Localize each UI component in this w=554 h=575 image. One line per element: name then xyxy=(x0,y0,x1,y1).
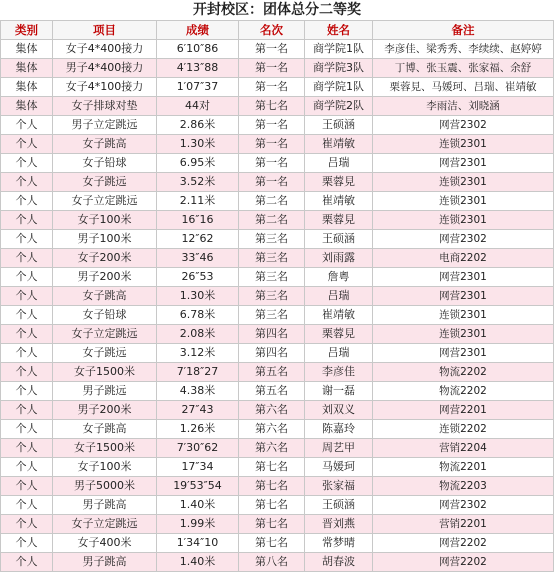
rank-cell: 第五名 xyxy=(239,382,305,401)
name-cell: 王硕涵 xyxy=(305,230,373,249)
remarks-cell: 网营2302 xyxy=(373,116,554,135)
header-name: 姓名 xyxy=(305,21,373,40)
event-cell: 女子跳高 xyxy=(53,420,157,439)
rank-cell: 第七名 xyxy=(239,534,305,553)
rank-cell: 第八名 xyxy=(239,553,305,572)
rank-cell: 第四名 xyxy=(239,344,305,363)
table-row xyxy=(1,287,554,306)
header-remarks: 备注 xyxy=(373,21,554,40)
name-cell: 商学院1队 xyxy=(305,78,373,97)
event-cell: 男子跳远 xyxy=(53,382,157,401)
remarks-cell: 网营2301 xyxy=(373,344,554,363)
category-cell: 个人 xyxy=(1,325,53,344)
name-cell: 吕瑞 xyxy=(305,154,373,173)
awards-table xyxy=(0,20,554,572)
result-cell: 7′30″62 xyxy=(157,439,239,458)
name-cell: 商学院2队 xyxy=(305,97,373,116)
name-cell: 陈嘉玲 xyxy=(305,420,373,439)
remarks-cell: 物流2202 xyxy=(373,382,554,401)
category-cell: 个人 xyxy=(1,458,53,477)
event-cell: 男子100米 xyxy=(53,230,157,249)
table-row xyxy=(1,306,554,325)
header-row xyxy=(1,21,554,40)
remarks-cell: 网营2202 xyxy=(373,534,554,553)
remarks-cell: 李彦佳、梁秀秀、李续续、赵婷婷 xyxy=(373,40,554,59)
header-event: 项目 xyxy=(53,21,157,40)
category-cell: 个人 xyxy=(1,287,53,306)
result-cell: 2.86米 xyxy=(157,116,239,135)
remarks-cell: 电商2202 xyxy=(373,249,554,268)
result-cell: 1.40米 xyxy=(157,496,239,515)
event-cell: 女子排球对垫 xyxy=(53,97,157,116)
category-cell: 个人 xyxy=(1,135,53,154)
event-cell: 女子200米 xyxy=(53,249,157,268)
result-cell: 6.78米 xyxy=(157,306,239,325)
rank-cell: 第一名 xyxy=(239,116,305,135)
name-cell: 商学院1队 xyxy=(305,40,373,59)
rank-cell: 第四名 xyxy=(239,325,305,344)
remarks-cell: 网营2301 xyxy=(373,287,554,306)
category-cell: 个人 xyxy=(1,534,53,553)
table-row xyxy=(1,59,554,78)
event-cell: 女子跳远 xyxy=(53,344,157,363)
table-row xyxy=(1,135,554,154)
category-cell: 个人 xyxy=(1,496,53,515)
remarks-cell: 连锁2301 xyxy=(373,211,554,230)
result-cell: 17″34 xyxy=(157,458,239,477)
remarks-cell: 网营2202 xyxy=(373,553,554,572)
category-cell: 个人 xyxy=(1,230,53,249)
result-cell: 2.08米 xyxy=(157,325,239,344)
remarks-cell: 连锁2301 xyxy=(373,192,554,211)
category-cell: 个人 xyxy=(1,192,53,211)
table-row xyxy=(1,325,554,344)
header-rank: 名次 xyxy=(239,21,305,40)
category-cell: 个人 xyxy=(1,420,53,439)
rank-cell: 第一名 xyxy=(239,154,305,173)
result-cell: 2.11米 xyxy=(157,192,239,211)
category-cell: 个人 xyxy=(1,268,53,287)
event-cell: 女子400米 xyxy=(53,534,157,553)
result-cell: 1.30米 xyxy=(157,287,239,306)
event-cell: 男子200米 xyxy=(53,401,157,420)
category-cell: 个人 xyxy=(1,211,53,230)
result-cell: 3.52米 xyxy=(157,173,239,192)
event-cell: 女子跳高 xyxy=(53,287,157,306)
rank-cell: 第七名 xyxy=(239,97,305,116)
result-cell: 1′34″10 xyxy=(157,534,239,553)
name-cell: 吕瑞 xyxy=(305,344,373,363)
result-cell: 33″46 xyxy=(157,249,239,268)
result-cell: 1.99米 xyxy=(157,515,239,534)
table-row xyxy=(1,363,554,382)
rank-cell: 第二名 xyxy=(239,211,305,230)
result-cell: 4.38米 xyxy=(157,382,239,401)
category-cell: 集体 xyxy=(1,59,53,78)
remarks-cell: 连锁2301 xyxy=(373,306,554,325)
table-row xyxy=(1,496,554,515)
table-row xyxy=(1,553,554,572)
result-cell: 6.95米 xyxy=(157,154,239,173)
header-result: 成绩 xyxy=(157,21,239,40)
name-cell: 谢一磊 xyxy=(305,382,373,401)
table-row xyxy=(1,534,554,553)
name-cell: 崔靖敏 xyxy=(305,306,373,325)
table-row xyxy=(1,192,554,211)
table-row xyxy=(1,78,554,97)
category-cell: 集体 xyxy=(1,97,53,116)
event-cell: 女子铅球 xyxy=(53,306,157,325)
remarks-cell: 网营2302 xyxy=(373,496,554,515)
rank-cell: 第七名 xyxy=(239,477,305,496)
name-cell: 常梦晴 xyxy=(305,534,373,553)
rank-cell: 第三名 xyxy=(239,230,305,249)
event-cell: 女子铅球 xyxy=(53,154,157,173)
event-cell: 女子立定跳远 xyxy=(53,515,157,534)
category-cell: 个人 xyxy=(1,553,53,572)
name-cell: 栗蓉見 xyxy=(305,325,373,344)
category-cell: 集体 xyxy=(1,78,53,97)
remarks-cell: 连锁2301 xyxy=(373,173,554,192)
event-cell: 女子100米 xyxy=(53,211,157,230)
remarks-cell: 连锁2202 xyxy=(373,420,554,439)
table-row xyxy=(1,420,554,439)
name-cell: 栗蓉見 xyxy=(305,173,373,192)
rank-cell: 第一名 xyxy=(239,59,305,78)
table-row xyxy=(1,515,554,534)
category-cell: 个人 xyxy=(1,401,53,420)
result-cell: 1.26米 xyxy=(157,420,239,439)
category-cell: 个人 xyxy=(1,306,53,325)
remarks-cell: 栗蓉見、马媛珂、吕瑞、崔靖敏 xyxy=(373,78,554,97)
event-cell: 男子跳高 xyxy=(53,496,157,515)
event-cell: 男子5000米 xyxy=(53,477,157,496)
name-cell: 崔靖敏 xyxy=(305,192,373,211)
rank-cell: 第三名 xyxy=(239,287,305,306)
event-cell: 女子100米 xyxy=(53,458,157,477)
rank-cell: 第三名 xyxy=(239,268,305,287)
rank-cell: 第一名 xyxy=(239,173,305,192)
event-cell: 女子跳高 xyxy=(53,135,157,154)
name-cell: 王硕涵 xyxy=(305,116,373,135)
name-cell: 胡春波 xyxy=(305,553,373,572)
result-cell: 19′53″54 xyxy=(157,477,239,496)
rank-cell: 第六名 xyxy=(239,439,305,458)
result-cell: 1.40米 xyxy=(157,553,239,572)
rank-cell: 第六名 xyxy=(239,420,305,439)
table-row xyxy=(1,344,554,363)
remarks-cell: 连锁2301 xyxy=(373,135,554,154)
remarks-cell: 丁博、张玉震、张家福、余舒 xyxy=(373,59,554,78)
category-cell: 个人 xyxy=(1,477,53,496)
table-row xyxy=(1,154,554,173)
table-row xyxy=(1,458,554,477)
name-cell: 周艺甲 xyxy=(305,439,373,458)
result-cell: 7′18″27 xyxy=(157,363,239,382)
table-row xyxy=(1,116,554,135)
rank-cell: 第三名 xyxy=(239,249,305,268)
table-row xyxy=(1,401,554,420)
name-cell: 詹粤 xyxy=(305,268,373,287)
result-cell: 1.30米 xyxy=(157,135,239,154)
remarks-cell: 连锁2301 xyxy=(373,325,554,344)
event-cell: 女子1500米 xyxy=(53,439,157,458)
category-cell: 个人 xyxy=(1,382,53,401)
result-cell: 4′13″88 xyxy=(157,59,239,78)
name-cell: 栗蓉見 xyxy=(305,211,373,230)
category-cell: 集体 xyxy=(1,40,53,59)
name-cell: 马媛珂 xyxy=(305,458,373,477)
name-cell: 晋刘燕 xyxy=(305,515,373,534)
page-title: 开封校区：团体总分二等奖 xyxy=(193,2,361,18)
event-cell: 男子4*400接力 xyxy=(53,59,157,78)
category-cell: 个人 xyxy=(1,249,53,268)
result-cell: 44对 xyxy=(157,97,239,116)
rank-cell: 第七名 xyxy=(239,458,305,477)
name-cell: 王硕涵 xyxy=(305,496,373,515)
remarks-cell: 网营2201 xyxy=(373,401,554,420)
remarks-cell: 李雨洁、刘晓涵 xyxy=(373,97,554,116)
rank-cell: 第一名 xyxy=(239,135,305,154)
event-cell: 男子立定跳远 xyxy=(53,116,157,135)
table-row xyxy=(1,268,554,287)
category-cell: 个人 xyxy=(1,344,53,363)
table-row xyxy=(1,40,554,59)
table-row xyxy=(1,97,554,116)
event-cell: 女子立定跳远 xyxy=(53,192,157,211)
rank-cell: 第五名 xyxy=(239,363,305,382)
name-cell: 张家福 xyxy=(305,477,373,496)
remarks-cell: 营销2201 xyxy=(373,515,554,534)
header-category: 类别 xyxy=(1,21,53,40)
remarks-cell: 物流2202 xyxy=(373,363,554,382)
remarks-cell: 物流2201 xyxy=(373,458,554,477)
remarks-cell: 网营2301 xyxy=(373,154,554,173)
result-cell: 3.12米 xyxy=(157,344,239,363)
category-cell: 个人 xyxy=(1,515,53,534)
event-cell: 女子1500米 xyxy=(53,363,157,382)
table-row xyxy=(1,477,554,496)
table-row xyxy=(1,230,554,249)
event-cell: 男子200米 xyxy=(53,268,157,287)
category-cell: 个人 xyxy=(1,173,53,192)
event-cell: 女子立定跳远 xyxy=(53,325,157,344)
result-cell: 1′07″37 xyxy=(157,78,239,97)
name-cell: 李彦佳 xyxy=(305,363,373,382)
name-cell: 商学院3队 xyxy=(305,59,373,78)
category-cell: 个人 xyxy=(1,363,53,382)
event-cell: 女子跳远 xyxy=(53,173,157,192)
rank-cell: 第一名 xyxy=(239,78,305,97)
result-cell: 12″62 xyxy=(157,230,239,249)
table-row xyxy=(1,173,554,192)
rank-cell: 第一名 xyxy=(239,40,305,59)
result-cell: 26″53 xyxy=(157,268,239,287)
event-cell: 男子跳高 xyxy=(53,553,157,572)
name-cell: 刘雨露 xyxy=(305,249,373,268)
rank-cell: 第二名 xyxy=(239,192,305,211)
remarks-cell: 网营2301 xyxy=(373,268,554,287)
name-cell: 刘双义 xyxy=(305,401,373,420)
result-cell: 27″43 xyxy=(157,401,239,420)
event-cell: 女子4*100接力 xyxy=(53,78,157,97)
category-cell: 个人 xyxy=(1,116,53,135)
remarks-cell: 网营2302 xyxy=(373,230,554,249)
result-cell: 6′10″86 xyxy=(157,40,239,59)
remarks-cell: 物流2203 xyxy=(373,477,554,496)
name-cell: 崔靖敏 xyxy=(305,135,373,154)
table-row xyxy=(1,211,554,230)
event-cell: 女子4*400接力 xyxy=(53,40,157,59)
table-row xyxy=(1,382,554,401)
category-cell: 个人 xyxy=(1,439,53,458)
name-cell: 吕瑞 xyxy=(305,287,373,306)
rank-cell: 第七名 xyxy=(239,496,305,515)
rank-cell: 第三名 xyxy=(239,306,305,325)
remarks-cell: 营销2204 xyxy=(373,439,554,458)
category-cell: 个人 xyxy=(1,154,53,173)
rank-cell: 第七名 xyxy=(239,515,305,534)
rank-cell: 第六名 xyxy=(239,401,305,420)
table-row xyxy=(1,439,554,458)
table-row xyxy=(1,249,554,268)
result-cell: 16″16 xyxy=(157,211,239,230)
